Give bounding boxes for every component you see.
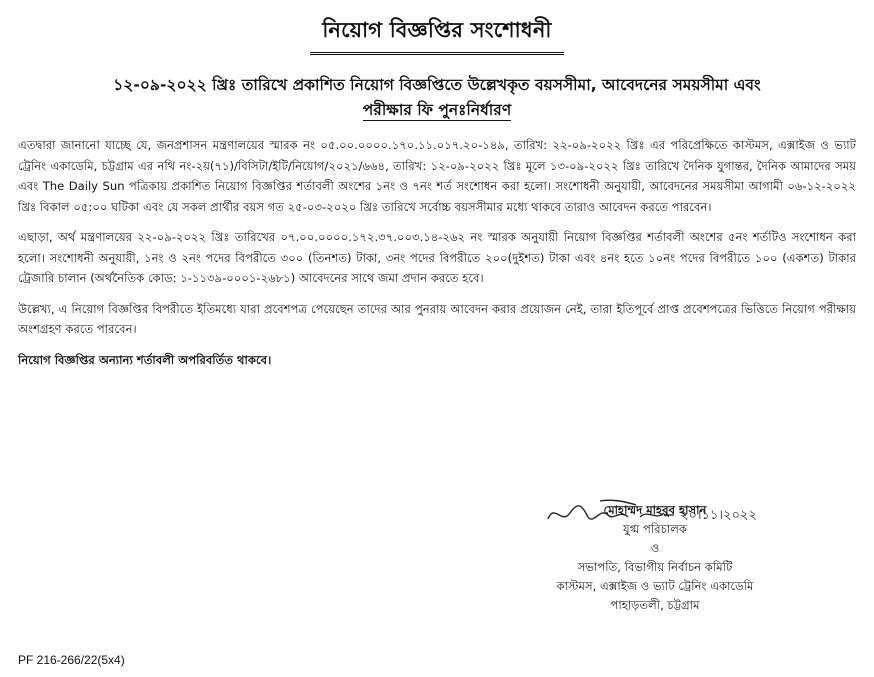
title-wrap — [18, 12, 856, 55]
paragraph-1: এতদ্বারা জানানো যাচ্ছে যে, জনপ্রশাসন মন্ত্রণালয়ের স্মারক নং ০৫.০০.০০০০.১৭০.১১.০১৭.২০-১৪৯, তারিখ: ২২-০৯-২০২২ খ্রিঃ এর পরিপ্রেক্ষিতে কাস্টমস, এক্সাইজ ও ভ্যাট ট্রেনিং একাডেমি, চট্টগ্রাম এর নথি নং-২য়(৭১)/বিসিটা/ইটি/নিয়োগ/২০২১/৬৬৪, তারিখ: ১২-০৯-২০২২ খ্রিঃ মূলে ১৩-০৯-২০২২ খ্রিঃ তারিখে দৈনিক যুগান্তর, দৈনিক আমাদের সময় এবং The Daily Sun পত্রিকায় প্রকাশিত নিয়োগ বিজ্ঞপ্তির শর্তাবলী অংশের ১নং ও ৭নং শর্ত সংশোধন করা হলো। সংশোধনী অনুযায়ী, আবেদনের সময়সীমা আগামী ০৬-১২-২০২২ খ্রিঃ বিকাল ০৫:০০ ঘটিকা এবং যে সকল প্রার্থীর বয়স গত ২৫-০৩-২০২০ খ্রিঃ তারিখে সর্বোচ্চ বয়সসীমার মধ্যে থাকবে তারাও আবেদন করতে পারবেন। — [18, 138, 856, 214]
signatory-conjunction: ও — [650, 541, 660, 555]
signatory-block — [540, 497, 770, 615]
footer-reference: PF 216-266/22(5x4) — [18, 653, 125, 667]
signatory-name: মোহাম্মদ মাহবুব হাসান — [603, 503, 707, 517]
signatory-designation: যুগ্ম পরিচালক — [623, 522, 687, 536]
notice-title: নিয়োগ বিজ্ঞপ্তির সংশোধনী — [310, 12, 563, 55]
paragraph-2: এছাড়া, অর্থ মন্ত্রণালয়ের ২২-০৯-২০২২ খ্রিঃ তারিখের ০৭.০০.০০০০.১৭২.৩৭.০০৩.১৪-২৬২ নং স্মারক অনুযায়ী নিয়োগ বিজ্ঞপ্তির শর্তাবলী অংশের ৫নং শর্তটিও সংশোধন করা হলো। সংশোধনী অনুযায়ী, ১নং ও ২নং পদের বিপরীতে ৩০০ (তিনশত) টাকা, ৩নং পদের বিপরীতে ২০০(দুইশত) টাকা এবং ৪নং হতে ১০নং পদের বিপরীতে ১০০ (একশত) টাকার ট্রেজারি চালান (অর্থনৈতিক কোড: ১-১১৩৯-০০০১-২৬৮১) আবেদনের সাথে জমা প্রদান করতে হবে। — [18, 230, 856, 285]
subtitle-line-1: ১২-০৯-২০২২ খ্রিঃ তারিখে প্রকাশিত নিয়োগ বিজ্ঞপ্তিতে উল্লেখকৃত বয়সসীমা, আবেদনের সময়সীমা এবং — [113, 76, 761, 94]
subtitle-line-2: পরীক্ষার ফি পুনঃনির্ধারণ — [362, 101, 512, 119]
notice-subtitle — [28, 73, 846, 123]
signatory-role: সভাপতি, বিভাগীয় নির্বাচন কমিটি — [577, 560, 733, 574]
signatory-location: পাহাড়তলী, চট্টগ্রাম — [610, 598, 700, 612]
signatory-office: কাস্টমস, এক্সাইজ ও ভ্যাট ট্রেনিং একাডেমি — [556, 579, 754, 593]
paragraph-3: উল্লেখ্য, এ নিয়োগ বিজ্ঞপ্তির বিপরীতে ইতিমধ্যে যারা প্রবেশপত্র পেয়েছেন তাদের আর পুনরায় আবেদন করার প্রয়োজন নেই, তারা ইতিপূর্বে প্রাপ্ত প্রবেশপত্রের ভিত্তিতে নিয়োগ পরীক্ষায় অংশগ্রহণ করতে পারবেন। — [18, 301, 856, 336]
closing-line: নিয়োগ বিজ্ঞপ্তির অন্যান্য শর্তাবলী অপরিবর্তিত থাকবে। — [18, 352, 272, 367]
signature-date: ২০।১১।২০২২ — [680, 508, 757, 523]
